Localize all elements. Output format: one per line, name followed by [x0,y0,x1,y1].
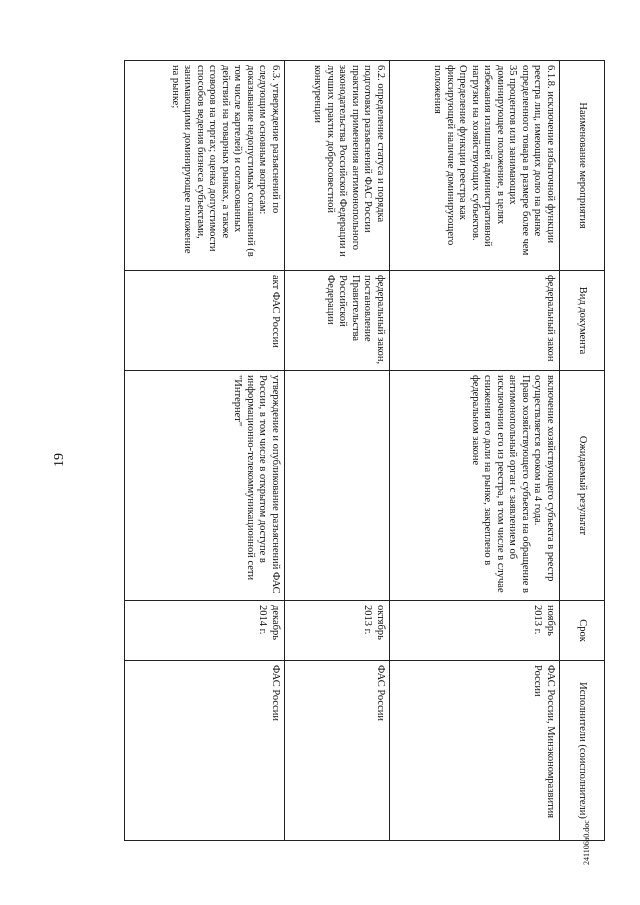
table-row [390,61,560,841]
executors-cell: ФАС России [125,661,285,841]
measure-name-cell: 6.3. утверждение разъяснений по следующим основным вопросам: доказывание недопустимых соглашений (в том числе картелей) и согласованных действий на товарных рынках, а также сговоров на торгах; оценка допустимости способов ведения бизнеса субъектами, занимающими доминирующее положение на рынке; [125,61,285,271]
result-cell: включение хозяйствующего субъекта в реестр осуществляется сроком на 4 года. Право хозяйствующего субъекта на обращение в антимонопольный орган с заявлением об исключении его из реестра, в том числе в случае снижения его доли на рынке, закреплено в федеральном законе [390,371,560,601]
page-number: 19 [52,453,67,467]
result-cell [285,371,390,601]
measures-table [124,60,605,841]
table-row [125,61,285,841]
table-header-row [560,61,605,841]
measure-name-cell: 6.1.8. исключение избыточной функции реестра лиц, имеющих долю на рынке определенного товара в размере более чем 35 процентов или занимающих доминирующее положение, в целях избежания излишней административной нагрузки на хозяйствующих субъектов. Определение функции реестра как фиксирующей наличие доминирующего положения [390,61,560,271]
rotated-page-content [65,60,605,840]
header-measure-name: Наименование мероприятия [560,61,605,271]
executors-cell: ФАС России, Минэкономразвития России [390,661,560,841]
header-executors: Исполнители (соисполнители) [560,661,605,841]
measure-name-cell: 6.2. определение статуса и порядка подготовки разъяснений ФАС России практики применения антимонопольного законодательства Российской Федерации и лучших практик добросовестной конкуренции [285,61,390,271]
header-doc-type: Вид документа [560,271,605,371]
doc-type-cell: федеральный закон [390,271,560,371]
header-expected-result: Ожидаемый результат [560,371,605,601]
table-row [285,61,390,841]
term-cell: ноябрь 2013 г. [390,601,560,661]
doc-type-cell: акт ФАС России [125,271,285,371]
result-cell: утверждение и опубликование разъяснений ФАС России, в том числе в открытом доступе в информационно-телекоммуникационной сети "Интернет" [125,371,285,601]
term-cell: декабрь 2014 г. [125,601,285,661]
executors-cell: ФАС России [285,661,390,841]
header-term: Срок [560,601,605,661]
doc-type-cell: федеральный закон, постановление Правительства Российской Федерации [285,271,390,371]
term-cell: октябрь 2013 г. [285,601,390,661]
document-code: 241106a0.doc [582,820,591,865]
